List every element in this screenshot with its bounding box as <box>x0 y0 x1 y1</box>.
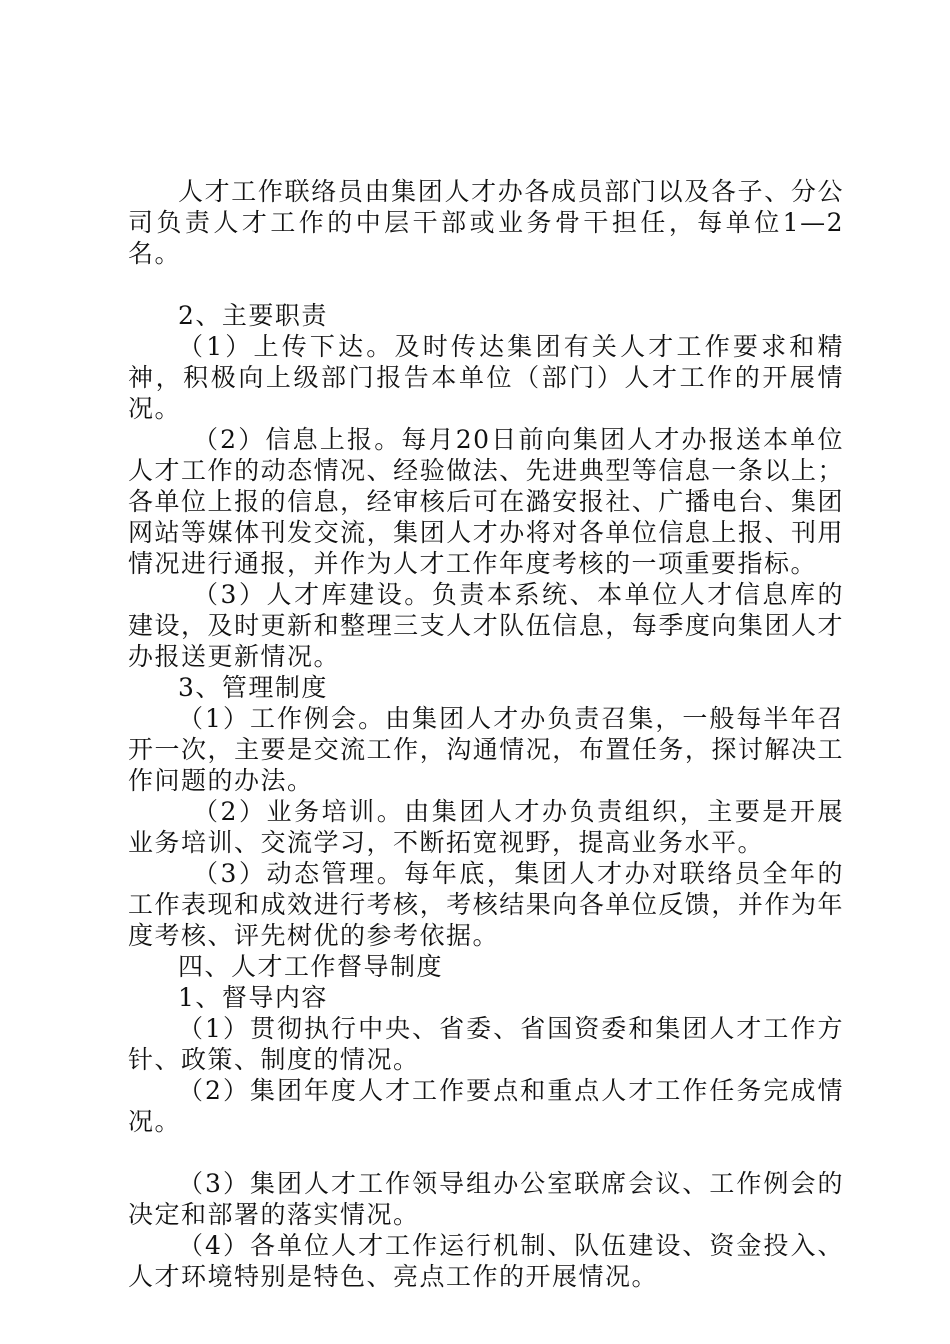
paragraph-management-3: （3）动态管理。每年底，集团人才办对联络员全年的工作表现和成效进行考核，考核结果向各单位反馈，并作为年度考核、评先树优的参考依据。 <box>128 859 844 950</box>
paragraph-supervision-1: （1）贯彻执行中央、省委、省国资委和集团人才工作方针、政策、制度的情况。 <box>128 1014 844 1074</box>
paragraph-liaison-intro: 人才工作联络员由集团人才办各成员部门以及各子、分公司负责人才工作的中层干部或业务骨干担任，每单位1—2名。 <box>128 177 844 268</box>
paragraph-supervision-3: （3）集团人才工作领导组办公室联席会议、工作例会的决定和部署的落实情况。 <box>128 1169 844 1229</box>
paragraph-management-1: （1）工作例会。由集团人才办负责召集，一般每半年召开一次，主要是交流工作，沟通情况，布置任务，探讨解决工作问题的办法。 <box>128 704 844 795</box>
paragraph-supervision-4: （4）各单位人才工作运行机制、队伍建设、资金投入、人才环境特别是特色、亮点工作的开展情况。 <box>128 1231 844 1291</box>
heading-supervision-content: 1、督导内容 <box>178 983 328 1012</box>
heading-management-system: 3、管理制度 <box>178 673 328 702</box>
paragraph-supervision-2: （2）集团年度人才工作要点和重点人才工作任务完成情况。 <box>128 1076 844 1136</box>
paragraph-duty-1: （1）上传下达。及时传达集团有关人才工作要求和精神，积极向上级部门报告本单位（部门）人才工作的开展情况。 <box>128 332 844 423</box>
paragraph-management-2: （2）业务培训。由集团人才办负责组织，主要是开展业务培训、交流学习，不断拓宽视野，提高业务水平。 <box>128 797 844 857</box>
heading-main-duties: 2、主要职责 <box>178 301 328 330</box>
document-body <box>128 176 844 1292</box>
heading-supervision-system: 四、人才工作督导制度 <box>178 952 444 981</box>
paragraph-duty-3: （3）人才库建设。负责本系统、本单位人才信息库的建设，及时更新和整理三支人才队伍信息，每季度向集团人才办报送更新情况。 <box>128 580 844 671</box>
paragraph-duty-2: （2）信息上报。每月20日前向集团人才办报送本单位人才工作的动态情况、经验做法、先进典型等信息一条以上；各单位上报的信息，经审核后可在潞安报社、广播电台、集团网站等媒体刊发交流，集团人才办将对各单位信息上报、刊用情况进行通报，并作为人才工作年度考核的一项重要指标。 <box>128 425 844 578</box>
